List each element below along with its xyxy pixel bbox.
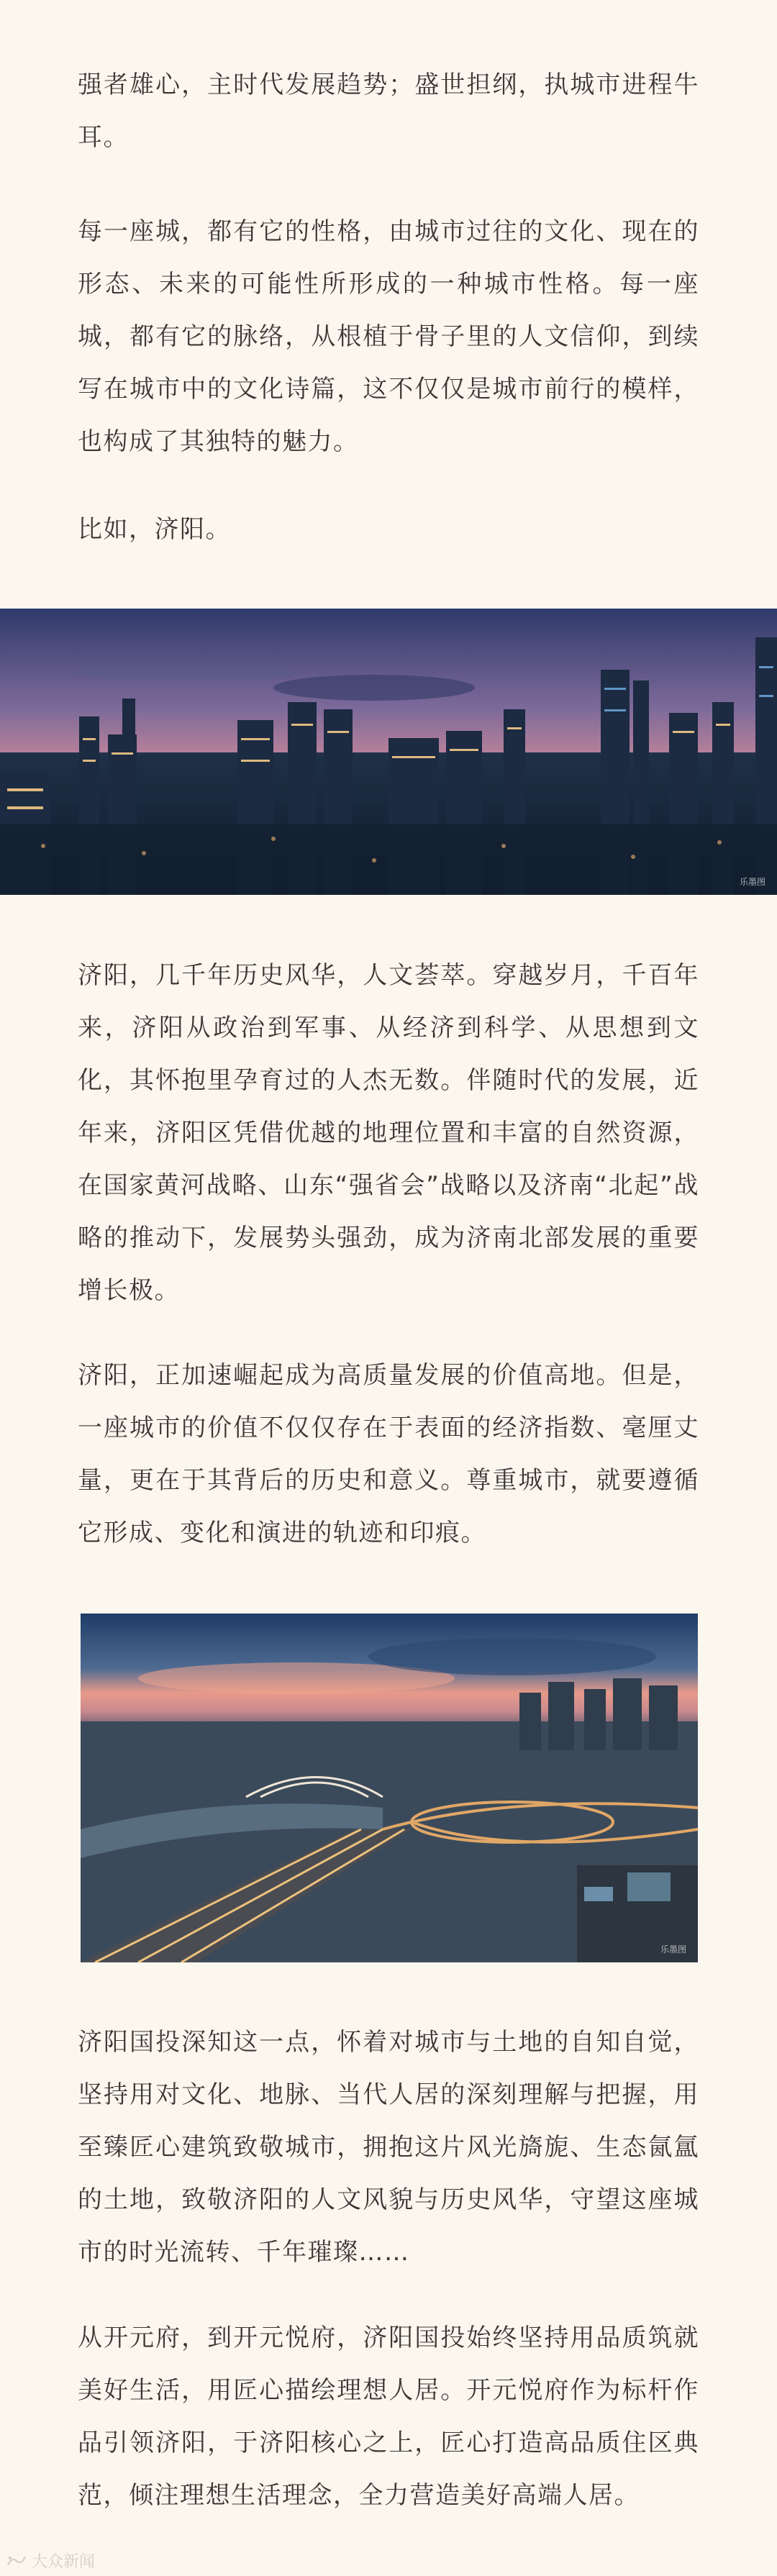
paragraph-for-example: 比如，济阳。 — [78, 515, 231, 544]
paragraph-kaiyuan-yuefu: 从开元府，到开元悦府，济阳国投始终坚持用品质筑就美好生活，用匠心描绘理想人居。开元悦府作为标杆作品引领济阳，于济阳核心之上，匠心打造高品质住区典范，倾注理想生活理念，全力营造美好高端人居。 — [78, 2324, 699, 2510]
paragraph-value-highland: 济阳，正加速崛起成为高质量发展的价值高地。但是，一座城市的价值不仅仅存在于表面的经济指数、毫厘丈量，更在于其背后的历史和意义。尊重城市，就要遵循它形成、变化和演进的轨迹和印痕。 — [78, 1361, 699, 1547]
interchange-photo — [81, 1614, 698, 1962]
paragraph-jiyang-guotou: 济阳国投深知这一点，怀着对城市与土地的自知自觉，坚持用对文化、地脉、当代人居的深刻理解与把握，用至臻匠心建筑致敬城市，拥抱这片风光旖旎、生态氤氲的土地，致敬济阳的人文风貌与历史风华，守望这座城市的时光流转、千年璀璨…… — [78, 2028, 699, 2267]
brand-name: 大众新闻 — [32, 2553, 96, 2571]
image-watermark: 乐墨图 — [660, 1944, 686, 1954]
brand-logo-icon — [6, 2554, 27, 2568]
paragraph-city-character: 每一座城，都有它的性格，由城市过往的文化、现在的形态、未来的可能性所形成的一种城市性格。每一座城，都有它的脉络，从根植于骨子里的人文信仰，到续写在城市中的文化诗篇，这不仅仅是城市前行的模样，也构成了其独特的魅力。 — [78, 217, 699, 456]
paragraph-intro: 强者雄心，主时代发展趋势；盛世担纲，执城市进程牛耳。 — [78, 70, 699, 152]
paragraph-jiyang-history: 济阳，几千年历史风华，人文荟萃。穿越岁月，千百年来，济阳从政治到军事、从经济到科学、从思想到文化，其怀抱里孕育过的人杰无数。伴随时代的发展，近年来，济阳区凭借优越的地理位置和丰富的自然资源，在国家黄河战略、山东“强省会”战略以及济南“北起”战略的推动下，发展势头强劲，成为济南北部发展的重要增长极。 — [78, 961, 699, 1305]
city-night-photo — [0, 609, 777, 895]
image-watermark: 乐墨图 — [739, 877, 765, 887]
footer-brand — [6, 2549, 95, 2572]
